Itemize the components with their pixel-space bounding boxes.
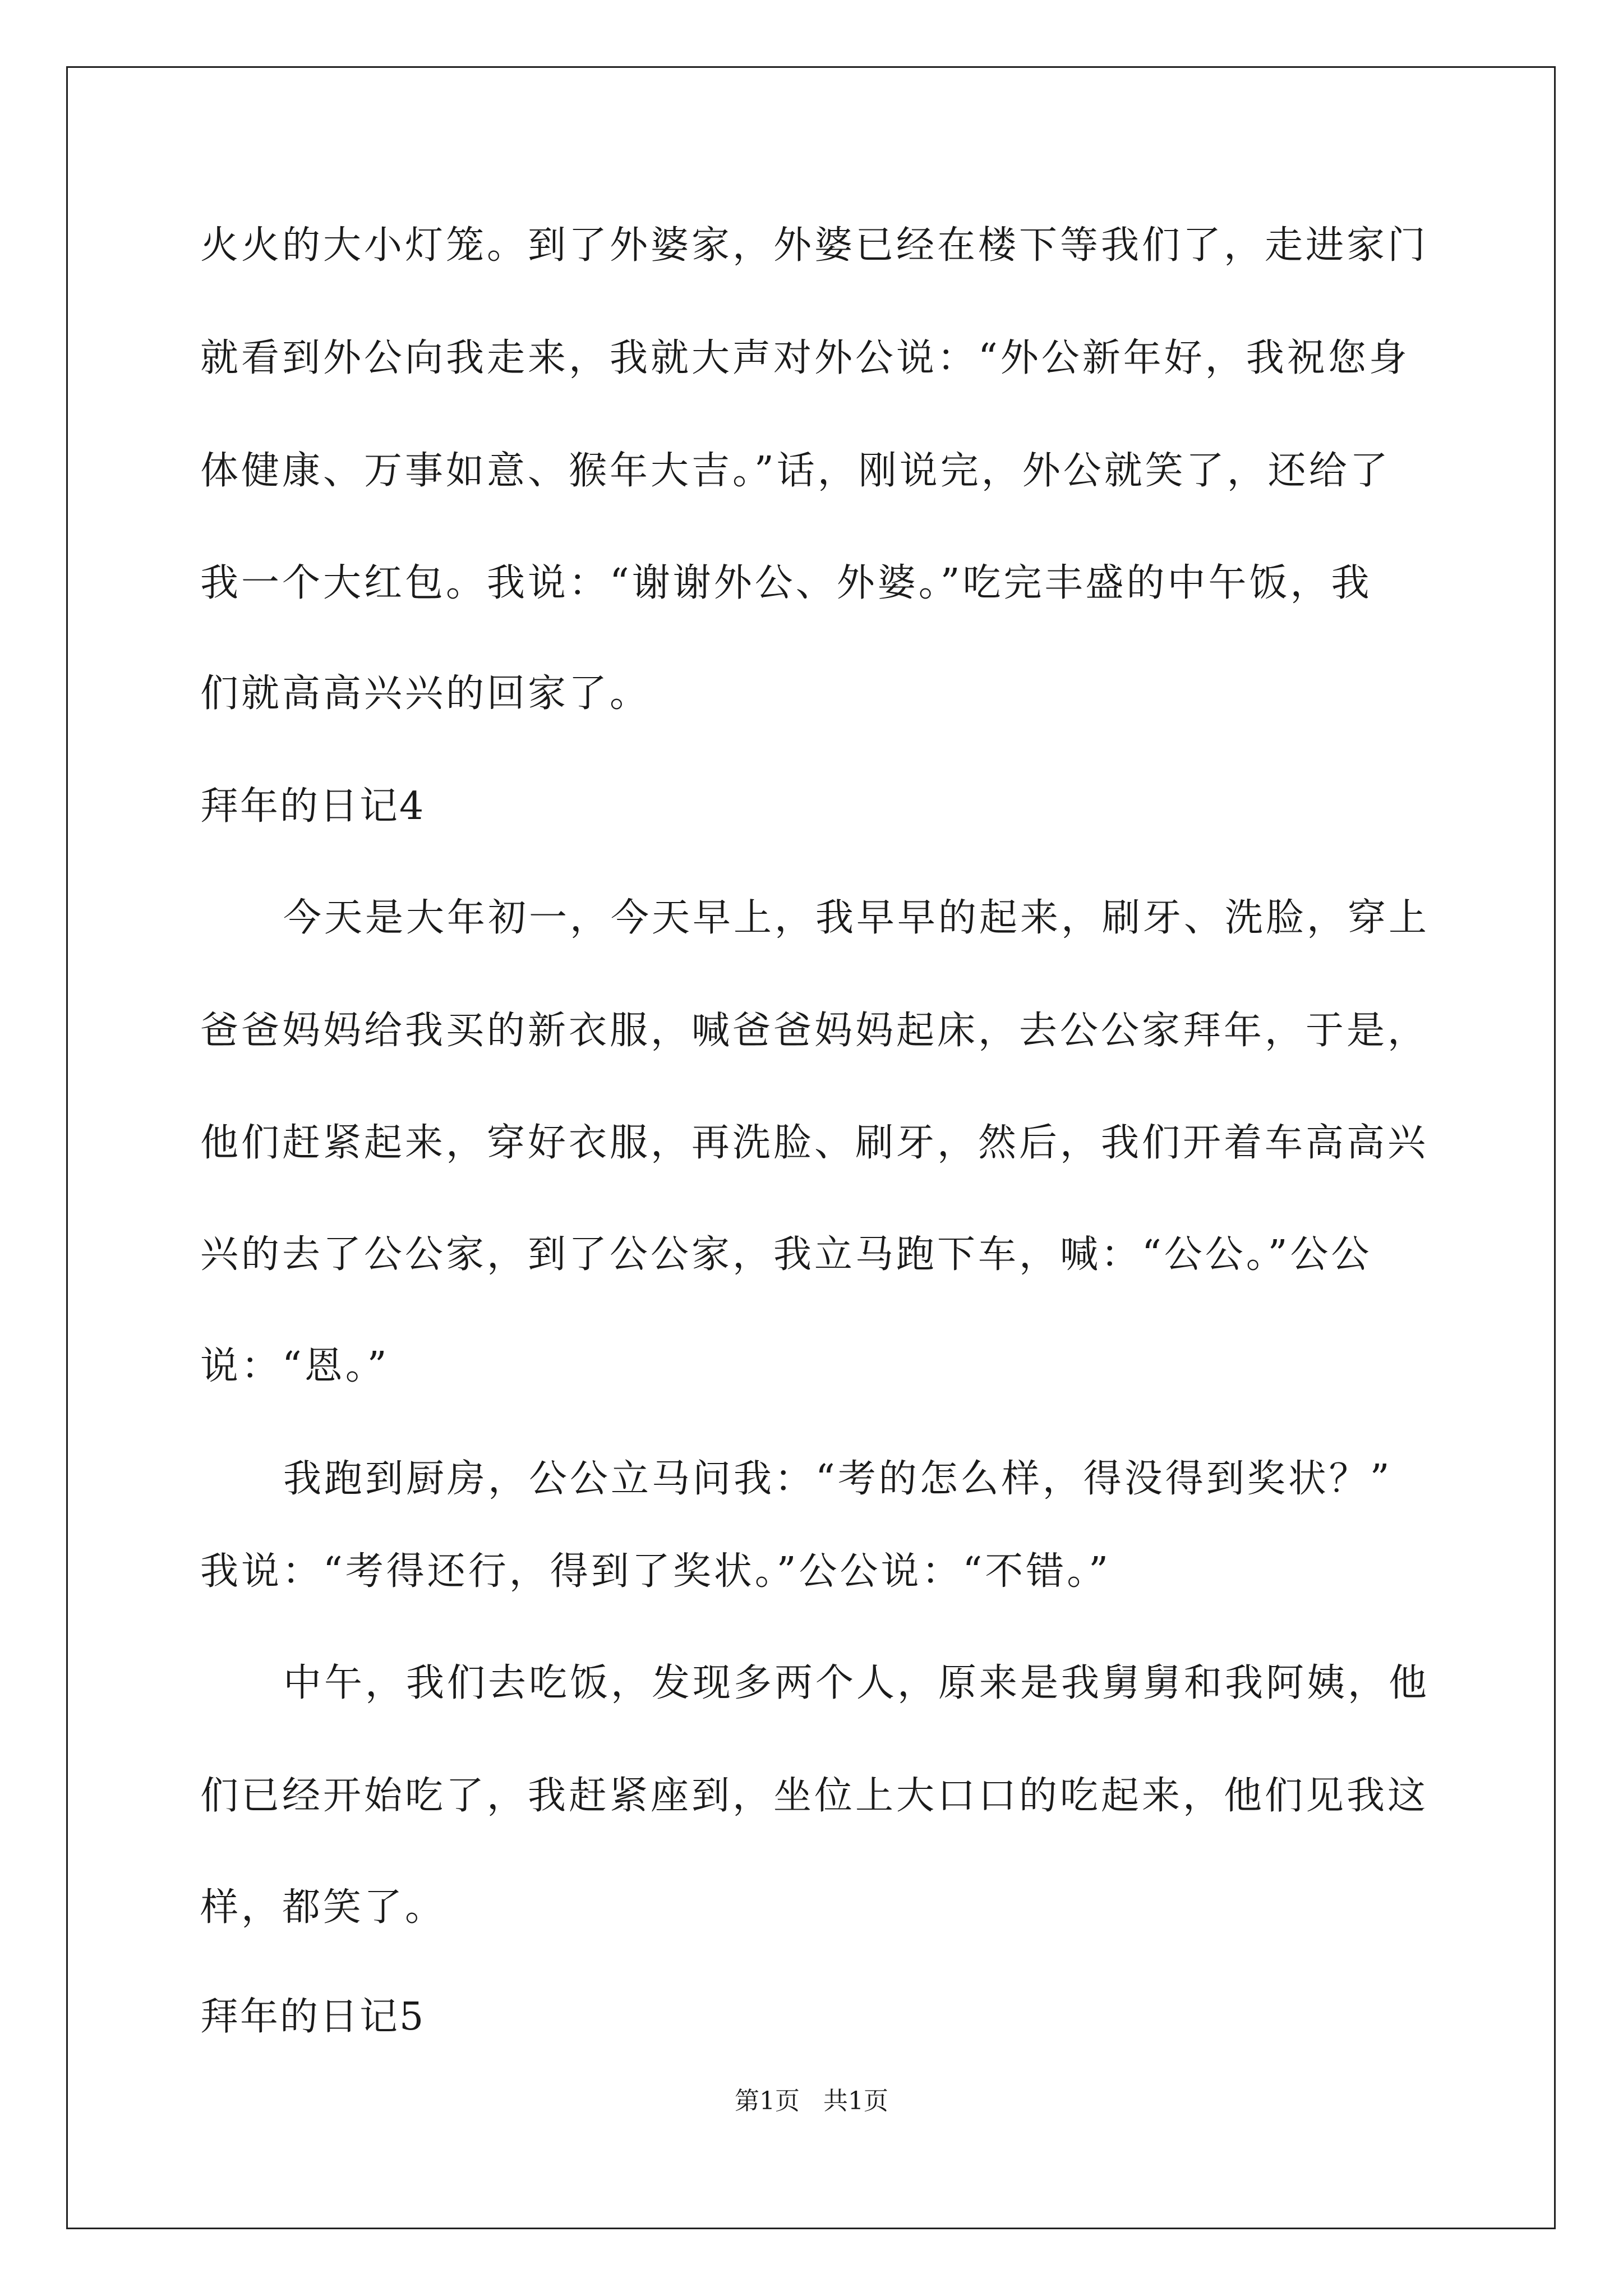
text-line: 说：“恩。” xyxy=(200,1344,390,1388)
section-heading: 拜年的日记5 xyxy=(200,1995,426,2039)
text-line: 火火的大小灯笼。到了外婆家，外婆已经在楼下等我们了，走进家门 xyxy=(200,223,1429,268)
page-number-footer: 第1页 共1页 xyxy=(735,2087,888,2115)
text-line: 就看到外公向我走来，我就大声对外公说：“外公新年好，我祝您身 xyxy=(200,336,1410,380)
text-line: 爸爸妈妈给我买的新衣服，喊爸爸妈妈起床，去公公家拜年，于是， xyxy=(200,1009,1429,1053)
paragraph-first-line: 我跑到厨房，公公立马问我：“考的怎么样，得没得到奖状？” xyxy=(283,1457,1393,1501)
text-line: 我一个大红包。我说：“谢谢外公、外婆。”吃完丰盛的中午饭，我 xyxy=(200,561,1372,605)
paragraph-first-line: 今天是大年初一，今天早上，我早早的起来，刷牙、洗脸，穿上 xyxy=(283,896,1430,940)
paragraph-first-line: 中午，我们去吃饭，发现多两个人，原来是我舅舅和我阿姨，他 xyxy=(283,1661,1430,1705)
text-line: 我说：“考得还行，得到了奖状。”公公说：“不错。” xyxy=(200,1549,1112,1594)
text-line: 样，都笑了。 xyxy=(200,1885,446,1930)
section-heading: 拜年的日记4 xyxy=(200,784,426,829)
text-line: 他们赶紧起来，穿好衣服，再洗脸、刷牙，然后，我们开着车高高兴 xyxy=(200,1121,1429,1165)
text-line: 们就高高兴兴的回家了。 xyxy=(200,671,651,716)
text-line: 兴的去了公公家，到了公公家，我立马跑下车，喊：“公公。”公公 xyxy=(200,1232,1372,1277)
text-line: 体健康、万事如意、猴年大吉。”话，刚说完，外公就笑了，还给了 xyxy=(200,449,1391,493)
text-line: 们已经开始吃了，我赶紧座到，坐位上大口口的吃起来，他们见我这 xyxy=(200,1774,1429,1818)
